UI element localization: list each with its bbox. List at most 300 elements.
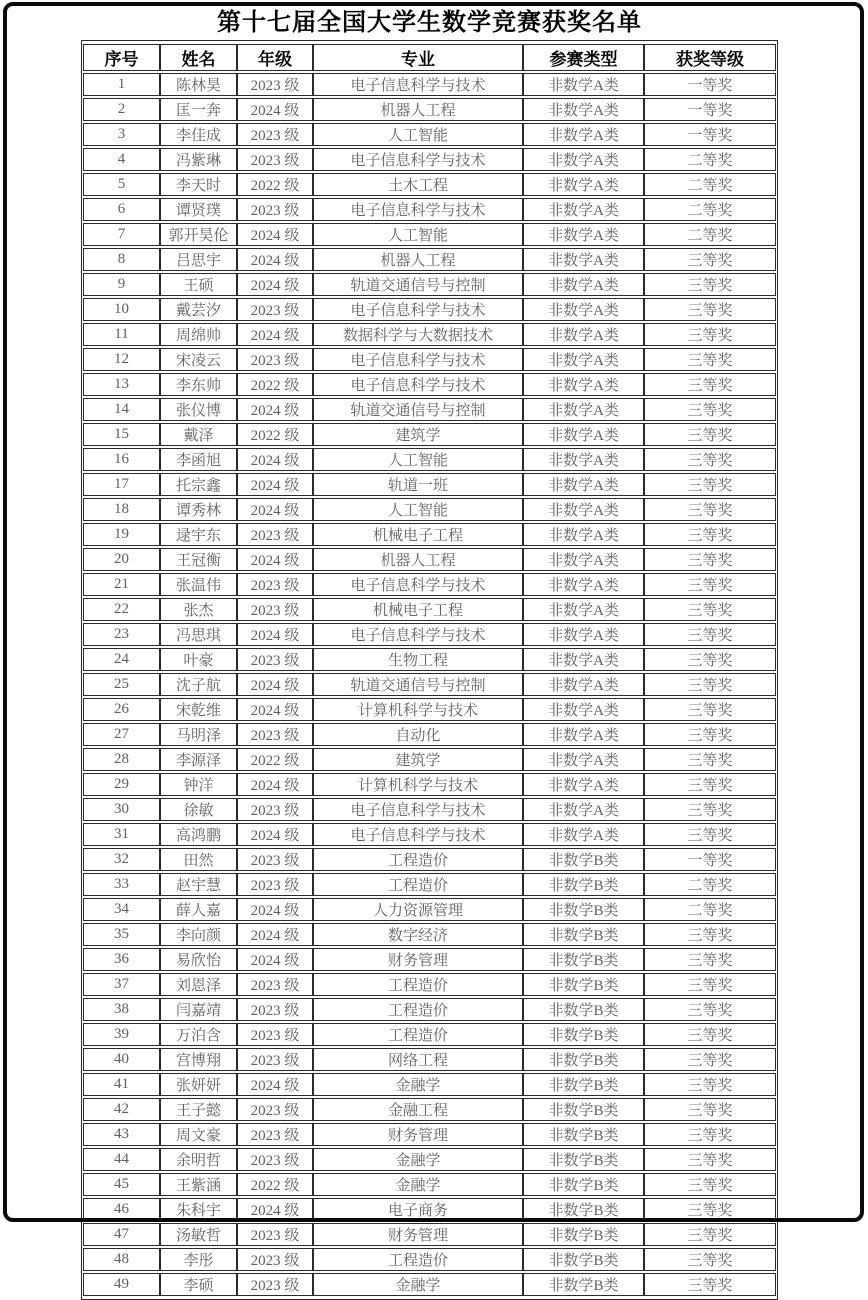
cell-major: 生物工程 <box>313 648 523 671</box>
cell-major: 数据科学与大数据技术 <box>313 323 523 346</box>
cell-grade: 2023 级 <box>237 298 313 321</box>
cell-grade: 2024 级 <box>237 548 313 571</box>
cell-index: 29 <box>83 773 160 796</box>
cell-entry-type: 非数学A类 <box>523 623 644 646</box>
cell-entry-type: 非数学A类 <box>523 398 644 421</box>
cell-index: 25 <box>83 673 160 696</box>
cell-award-level: 三等奖 <box>644 723 776 746</box>
cell-name: 赵宇慧 <box>160 873 237 896</box>
cell-entry-type: 非数学A类 <box>523 98 644 121</box>
cell-entry-type: 非数学A类 <box>523 248 644 271</box>
cell-award-level: 三等奖 <box>644 548 776 571</box>
cell-name: 冯思琪 <box>160 623 237 646</box>
cell-index: 37 <box>83 973 160 996</box>
cell-grade: 2024 级 <box>237 473 313 496</box>
table-row <box>83 998 776 1021</box>
column-header-index: 序号 <box>83 44 160 71</box>
cell-grade: 2023 级 <box>237 523 313 546</box>
cell-index: 20 <box>83 548 160 571</box>
cell-grade: 2023 级 <box>237 1148 313 1171</box>
cell-award-level: 二等奖 <box>644 898 776 921</box>
cell-major: 机器人工程 <box>313 248 523 271</box>
cell-grade: 2023 级 <box>237 573 313 596</box>
cell-name: 谭秀林 <box>160 498 237 521</box>
table-row <box>83 673 776 696</box>
cell-index: 41 <box>83 1073 160 1096</box>
cell-name: 朱科宇 <box>160 1198 237 1221</box>
cell-index: 32 <box>83 848 160 871</box>
cell-grade: 2023 级 <box>237 1098 313 1121</box>
cell-name: 逯宇东 <box>160 523 237 546</box>
table-row <box>83 173 776 196</box>
table-body <box>83 73 776 1296</box>
cell-grade: 2024 级 <box>237 698 313 721</box>
cell-grade: 2023 级 <box>237 148 313 171</box>
cell-major: 电子信息科学与技术 <box>313 348 523 371</box>
cell-award-level: 三等奖 <box>644 973 776 996</box>
cell-grade: 2022 级 <box>237 748 313 771</box>
cell-index: 19 <box>83 523 160 546</box>
cell-entry-type: 非数学B类 <box>523 1173 644 1196</box>
cell-award-level: 三等奖 <box>644 448 776 471</box>
cell-grade: 2024 级 <box>237 323 313 346</box>
cell-award-level: 三等奖 <box>644 523 776 546</box>
column-header-entry-type: 参赛类型 <box>523 44 644 71</box>
table-row <box>83 623 776 646</box>
cell-major: 人工智能 <box>313 498 523 521</box>
cell-name: 刘恩泽 <box>160 973 237 996</box>
cell-award-level: 三等奖 <box>644 798 776 821</box>
table-row <box>83 698 776 721</box>
cell-award-level: 二等奖 <box>644 148 776 171</box>
cell-major: 金融学 <box>313 1173 523 1196</box>
cell-name: 田然 <box>160 848 237 871</box>
cell-entry-type: 非数学B类 <box>523 1248 644 1271</box>
cell-entry-type: 非数学A类 <box>523 698 644 721</box>
cell-entry-type: 非数学A类 <box>523 523 644 546</box>
cell-entry-type: 非数学A类 <box>523 373 644 396</box>
cell-name: 宫博翔 <box>160 1048 237 1071</box>
cell-index: 10 <box>83 298 160 321</box>
cell-name: 郭开昊伦 <box>160 223 237 246</box>
cell-entry-type: 非数学B类 <box>523 873 644 896</box>
cell-award-level: 三等奖 <box>644 1148 776 1171</box>
table-row <box>83 198 776 221</box>
cell-award-level: 三等奖 <box>644 1123 776 1146</box>
cell-major: 电子信息科学与技术 <box>313 298 523 321</box>
table-row <box>83 298 776 321</box>
table-row <box>83 873 776 896</box>
cell-name: 李硕 <box>160 1273 237 1296</box>
cell-major: 工程造价 <box>313 973 523 996</box>
cell-index: 34 <box>83 898 160 921</box>
cell-award-level: 三等奖 <box>644 423 776 446</box>
cell-major: 计算机科学与技术 <box>313 773 523 796</box>
cell-index: 30 <box>83 798 160 821</box>
cell-award-level: 三等奖 <box>644 1223 776 1246</box>
cell-index: 26 <box>83 698 160 721</box>
cell-award-level: 三等奖 <box>644 298 776 321</box>
cell-major: 建筑学 <box>313 423 523 446</box>
table-row <box>83 373 776 396</box>
table-header-row <box>83 44 776 71</box>
cell-index: 27 <box>83 723 160 746</box>
cell-major: 建筑学 <box>313 748 523 771</box>
cell-major: 工程造价 <box>313 998 523 1021</box>
award-table <box>83 42 776 1298</box>
cell-grade: 2024 级 <box>237 98 313 121</box>
cell-grade: 2022 级 <box>237 1173 313 1196</box>
table-header <box>83 44 776 71</box>
table-row <box>83 948 776 971</box>
cell-major: 自动化 <box>313 723 523 746</box>
cell-major: 金融学 <box>313 1073 523 1096</box>
cell-index: 48 <box>83 1248 160 1271</box>
cell-index: 11 <box>83 323 160 346</box>
table-row <box>83 448 776 471</box>
cell-name: 张温伟 <box>160 573 237 596</box>
cell-name: 叶豪 <box>160 648 237 671</box>
cell-entry-type: 非数学A类 <box>523 773 644 796</box>
cell-grade: 2022 级 <box>237 173 313 196</box>
cell-entry-type: 非数学A类 <box>523 748 644 771</box>
cell-grade: 2024 级 <box>237 223 313 246</box>
cell-grade: 2024 级 <box>237 948 313 971</box>
cell-index: 15 <box>83 423 160 446</box>
cell-entry-type: 非数学A类 <box>523 223 644 246</box>
cell-index: 14 <box>83 398 160 421</box>
cell-index: 22 <box>83 598 160 621</box>
cell-entry-type: 非数学A类 <box>523 573 644 596</box>
cell-grade: 2024 级 <box>237 273 313 296</box>
cell-award-level: 三等奖 <box>644 1248 776 1271</box>
cell-name: 王子懿 <box>160 1098 237 1121</box>
cell-index: 13 <box>83 373 160 396</box>
cell-grade: 2023 级 <box>237 798 313 821</box>
cell-name: 王硕 <box>160 273 237 296</box>
cell-award-level: 三等奖 <box>644 748 776 771</box>
cell-entry-type: 非数学A类 <box>523 323 644 346</box>
cell-award-level: 三等奖 <box>644 673 776 696</box>
cell-name: 徐敏 <box>160 798 237 821</box>
cell-index: 42 <box>83 1098 160 1121</box>
cell-grade: 2023 级 <box>237 123 313 146</box>
cell-name: 吕思宇 <box>160 248 237 271</box>
cell-grade: 2023 级 <box>237 973 313 996</box>
table-row <box>83 1073 776 1096</box>
cell-index: 2 <box>83 98 160 121</box>
cell-name: 汤敏哲 <box>160 1223 237 1246</box>
table-row <box>83 573 776 596</box>
cell-name: 周文豪 <box>160 1123 237 1146</box>
table-row <box>83 648 776 671</box>
cell-entry-type: 非数学A类 <box>523 348 644 371</box>
cell-grade: 2023 级 <box>237 873 313 896</box>
cell-award-level: 三等奖 <box>644 273 776 296</box>
column-header-name: 姓名 <box>160 44 237 71</box>
cell-grade: 2023 级 <box>237 1248 313 1271</box>
cell-grade: 2023 级 <box>237 598 313 621</box>
cell-grade: 2024 级 <box>237 398 313 421</box>
cell-grade: 2024 级 <box>237 248 313 271</box>
table-row <box>83 1223 776 1246</box>
table-row <box>83 1098 776 1121</box>
cell-name: 王紫涵 <box>160 1173 237 1196</box>
cell-major: 财务管理 <box>313 1223 523 1246</box>
cell-entry-type: 非数学A类 <box>523 823 644 846</box>
cell-award-level: 三等奖 <box>644 373 776 396</box>
cell-name: 钟洋 <box>160 773 237 796</box>
cell-major: 轨道交通信号与控制 <box>313 398 523 421</box>
cell-grade: 2023 级 <box>237 1273 313 1296</box>
column-header-major: 专业 <box>313 44 523 71</box>
cell-award-level: 三等奖 <box>644 998 776 1021</box>
cell-entry-type: 非数学B类 <box>523 1098 644 1121</box>
cell-entry-type: 非数学A类 <box>523 273 644 296</box>
cell-entry-type: 非数学B类 <box>523 923 644 946</box>
cell-index: 4 <box>83 148 160 171</box>
cell-name: 陈林昊 <box>160 73 237 96</box>
cell-award-level: 三等奖 <box>644 1173 776 1196</box>
cell-index: 18 <box>83 498 160 521</box>
cell-name: 李向颜 <box>160 923 237 946</box>
table-row <box>83 748 776 771</box>
cell-major: 电子信息科学与技术 <box>313 623 523 646</box>
cell-award-level: 三等奖 <box>644 348 776 371</box>
cell-major: 财务管理 <box>313 948 523 971</box>
cell-major: 电子信息科学与技术 <box>313 198 523 221</box>
table-row <box>83 798 776 821</box>
cell-grade: 2022 级 <box>237 423 313 446</box>
cell-name: 戴泽 <box>160 423 237 446</box>
cell-name: 马明泽 <box>160 723 237 746</box>
cell-award-level: 三等奖 <box>644 1048 776 1071</box>
table-row <box>83 123 776 146</box>
cell-entry-type: 非数学B类 <box>523 1023 644 1046</box>
table-row <box>83 423 776 446</box>
cell-award-level: 三等奖 <box>644 948 776 971</box>
cell-major: 计算机科学与技术 <box>313 698 523 721</box>
cell-name: 托宗鑫 <box>160 473 237 496</box>
cell-name: 戴芸汐 <box>160 298 237 321</box>
table-row <box>83 248 776 271</box>
cell-entry-type: 非数学B类 <box>523 1048 644 1071</box>
table-row <box>83 1123 776 1146</box>
cell-award-level: 三等奖 <box>644 773 776 796</box>
cell-award-level: 一等奖 <box>644 98 776 121</box>
cell-entry-type: 非数学A类 <box>523 198 644 221</box>
cell-index: 21 <box>83 573 160 596</box>
cell-major: 电子信息科学与技术 <box>313 373 523 396</box>
cell-entry-type: 非数学A类 <box>523 548 644 571</box>
cell-name: 高鸿鹏 <box>160 823 237 846</box>
cell-entry-type: 非数学B类 <box>523 1198 644 1221</box>
cell-entry-type: 非数学A类 <box>523 723 644 746</box>
table-row <box>83 398 776 421</box>
cell-grade: 2024 级 <box>237 1198 313 1221</box>
cell-grade: 2024 级 <box>237 1073 313 1096</box>
cell-major: 轨道交通信号与控制 <box>313 273 523 296</box>
cell-major: 人工智能 <box>313 223 523 246</box>
cell-entry-type: 非数学B类 <box>523 998 644 1021</box>
cell-award-level: 三等奖 <box>644 923 776 946</box>
cell-index: 35 <box>83 923 160 946</box>
cell-award-level: 一等奖 <box>644 73 776 96</box>
cell-award-level: 一等奖 <box>644 848 776 871</box>
cell-major: 财务管理 <box>313 1123 523 1146</box>
cell-grade: 2024 级 <box>237 623 313 646</box>
cell-index: 12 <box>83 348 160 371</box>
cell-entry-type: 非数学B类 <box>523 1273 644 1296</box>
cell-name: 闫嘉靖 <box>160 998 237 1021</box>
cell-name: 沈子航 <box>160 673 237 696</box>
cell-award-level: 二等奖 <box>644 198 776 221</box>
page-title: 第十七届全国大学生数学竞赛获奖名单 <box>217 10 642 36</box>
cell-entry-type: 非数学A类 <box>523 423 644 446</box>
cell-name: 张仪博 <box>160 398 237 421</box>
cell-index: 33 <box>83 873 160 896</box>
column-header-award-level: 获奖等级 <box>644 44 776 71</box>
table-row <box>83 148 776 171</box>
cell-entry-type: 非数学B类 <box>523 1073 644 1096</box>
cell-entry-type: 非数学B类 <box>523 1123 644 1146</box>
table-row <box>83 473 776 496</box>
cell-major: 工程造价 <box>313 873 523 896</box>
cell-name: 薛人嘉 <box>160 898 237 921</box>
cell-award-level: 二等奖 <box>644 173 776 196</box>
cell-major: 金融工程 <box>313 1098 523 1121</box>
table-row <box>83 1273 776 1296</box>
cell-major: 电子商务 <box>313 1198 523 1221</box>
cell-award-level: 三等奖 <box>644 473 776 496</box>
cell-index: 17 <box>83 473 160 496</box>
cell-major: 人工智能 <box>313 448 523 471</box>
cell-index: 44 <box>83 1148 160 1171</box>
table-row <box>83 1148 776 1171</box>
cell-award-level: 三等奖 <box>644 1023 776 1046</box>
cell-award-level: 三等奖 <box>644 1273 776 1296</box>
cell-index: 36 <box>83 948 160 971</box>
cell-award-level: 三等奖 <box>644 698 776 721</box>
cell-index: 31 <box>83 823 160 846</box>
cell-award-level: 三等奖 <box>644 498 776 521</box>
table-row <box>83 848 776 871</box>
cell-name: 周绵帅 <box>160 323 237 346</box>
table-row <box>83 1173 776 1196</box>
cell-name: 李函旭 <box>160 448 237 471</box>
table-row <box>83 823 776 846</box>
cell-major: 轨道交通信号与控制 <box>313 673 523 696</box>
cell-name: 万泊含 <box>160 1023 237 1046</box>
cell-award-level: 三等奖 <box>644 648 776 671</box>
cell-major: 电子信息科学与技术 <box>313 823 523 846</box>
cell-award-level: 三等奖 <box>644 823 776 846</box>
cell-name: 李彤 <box>160 1248 237 1271</box>
cell-entry-type: 非数学A类 <box>523 798 644 821</box>
cell-index: 16 <box>83 448 160 471</box>
cell-entry-type: 非数学B类 <box>523 1148 644 1171</box>
cell-grade: 2023 级 <box>237 1123 313 1146</box>
cell-grade: 2024 级 <box>237 773 313 796</box>
cell-award-level: 三等奖 <box>644 573 776 596</box>
table-row <box>83 73 776 96</box>
table-row <box>83 498 776 521</box>
cell-name: 李佳成 <box>160 123 237 146</box>
cell-grade: 2024 级 <box>237 673 313 696</box>
cell-grade: 2023 级 <box>237 198 313 221</box>
cell-index: 6 <box>83 198 160 221</box>
cell-entry-type: 非数学B类 <box>523 898 644 921</box>
cell-entry-type: 非数学A类 <box>523 498 644 521</box>
cell-major: 工程造价 <box>313 1023 523 1046</box>
cell-major: 网络工程 <box>313 1048 523 1071</box>
cell-grade: 2024 级 <box>237 498 313 521</box>
cell-major: 电子信息科学与技术 <box>313 148 523 171</box>
cell-major: 电子信息科学与技术 <box>313 73 523 96</box>
cell-grade: 2023 级 <box>237 1048 313 1071</box>
cell-major: 机器人工程 <box>313 548 523 571</box>
cell-index: 46 <box>83 1198 160 1221</box>
cell-index: 43 <box>83 1123 160 1146</box>
cell-grade: 2024 级 <box>237 448 313 471</box>
table-row <box>83 973 776 996</box>
cell-grade: 2023 级 <box>237 348 313 371</box>
table-row <box>83 1198 776 1221</box>
cell-major: 机器人工程 <box>313 98 523 121</box>
cell-major: 轨道一班 <box>313 473 523 496</box>
cell-index: 24 <box>83 648 160 671</box>
cell-index: 3 <box>83 123 160 146</box>
cell-major: 人工智能 <box>313 123 523 146</box>
table-row <box>83 1048 776 1071</box>
cell-entry-type: 非数学B类 <box>523 848 644 871</box>
cell-award-level: 一等奖 <box>644 123 776 146</box>
cell-index: 45 <box>83 1173 160 1196</box>
table-row <box>83 523 776 546</box>
table-row <box>83 598 776 621</box>
cell-index: 1 <box>83 73 160 96</box>
table-row <box>83 323 776 346</box>
cell-entry-type: 非数学A类 <box>523 298 644 321</box>
cell-award-level: 三等奖 <box>644 1073 776 1096</box>
cell-entry-type: 非数学A类 <box>523 648 644 671</box>
cell-major: 电子信息科学与技术 <box>313 573 523 596</box>
cell-award-level: 三等奖 <box>644 1098 776 1121</box>
cell-name: 李天时 <box>160 173 237 196</box>
cell-index: 38 <box>83 998 160 1021</box>
cell-major: 金融学 <box>313 1148 523 1171</box>
cell-name: 匡一奔 <box>160 98 237 121</box>
cell-index: 47 <box>83 1223 160 1246</box>
cell-award-level: 三等奖 <box>644 398 776 421</box>
cell-name: 谭贤璞 <box>160 198 237 221</box>
table-row <box>83 548 776 571</box>
cell-award-level: 三等奖 <box>644 598 776 621</box>
cell-entry-type: 非数学A类 <box>523 598 644 621</box>
table-row <box>83 223 776 246</box>
cell-major: 工程造价 <box>313 1248 523 1271</box>
cell-name: 张妍妍 <box>160 1073 237 1096</box>
column-header-grade: 年级 <box>237 44 313 71</box>
cell-name: 王冠衡 <box>160 548 237 571</box>
cell-major: 电子信息科学与技术 <box>313 798 523 821</box>
cell-award-level: 二等奖 <box>644 223 776 246</box>
table-row <box>83 898 776 921</box>
cell-entry-type: 非数学A类 <box>523 473 644 496</box>
cell-index: 39 <box>83 1023 160 1046</box>
cell-entry-type: 非数学A类 <box>523 673 644 696</box>
cell-grade: 2023 级 <box>237 648 313 671</box>
